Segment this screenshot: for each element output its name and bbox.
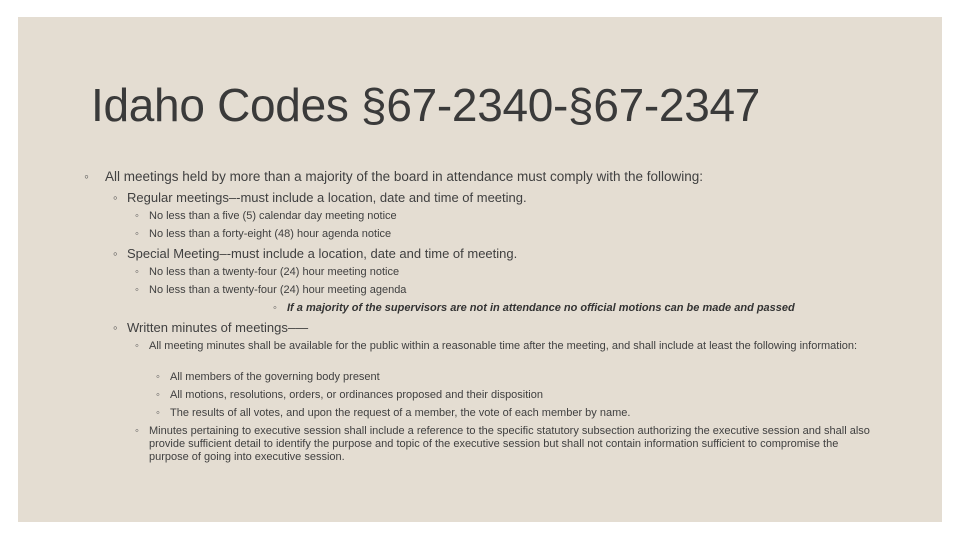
slide-background	[18, 17, 942, 522]
list-item-regular-2: No less than a forty-eight (48) hour agenda notice	[149, 228, 392, 240]
bullet-icon: ◦	[135, 425, 139, 437]
list-item-minutes-1c: The results of all votes, and upon the request of a member, the vote of each member by name.	[170, 407, 631, 419]
bullet-icon: ◦	[113, 190, 118, 205]
list-item-minutes-1b: All motions, resolutions, orders, or ordinances proposed and their disposition	[170, 389, 543, 401]
bullet-icon: ◦	[156, 371, 160, 383]
slide-body	[18, 17, 942, 522]
list-item-minutes-1: All meeting minutes shall be available for the public within a reasonable time after the meeting, and shall include at least the following information:	[149, 340, 858, 352]
list-item-regular-1: No less than a five (5) calendar day meeting notice	[149, 210, 397, 222]
list-item-special-2: No less than a twenty-four (24) hour meeting agenda	[149, 284, 407, 296]
bullet-icon: ◦	[273, 302, 277, 314]
bullet-icon: ◦	[84, 169, 89, 184]
list-item-minutes-1a: All members of the governing body present	[170, 371, 380, 383]
bullet-icon: ◦	[135, 228, 139, 240]
bullet-icon: ◦	[135, 210, 139, 222]
list-item-main: All meetings held by more than a majority of the board in attendance must comply with the following:	[105, 169, 704, 184]
list-item-regular: Regular meetings–-must include a location, date and time of meeting.	[127, 190, 527, 205]
list-item-minutes-2: Minutes pertaining to executive session shall include a reference to the specific statutory subsection authorizing the executive session and shall also provide sufficient detail to identify the purpose and topic of the executive session but shall not contain information sufficient to compromise the purpose of going into executive session.	[149, 425, 870, 463]
bullet-icon: ◦	[135, 266, 139, 278]
bullet-icon: ◦	[113, 320, 118, 335]
list-item-minutes: Written minutes of meetings–—	[127, 320, 309, 335]
slide-title: Idaho Codes §67-2340-§67-2347	[91, 79, 761, 131]
list-item-special-1: No less than a twenty-four (24) hour meeting notice	[149, 266, 400, 278]
list-item-special: Special Meeting–-must include a location, date and time of meeting.	[127, 246, 518, 261]
bullet-icon: ◦	[135, 340, 139, 352]
bullet-icon: ◦	[156, 407, 160, 419]
bullet-icon: ◦	[135, 284, 139, 296]
bullet-icon: ◦	[113, 246, 118, 261]
bullet-icon: ◦	[156, 389, 160, 401]
list-item-special-note: If a majority of the supervisors are not in attendance no official motions can be made and passed	[287, 302, 795, 314]
